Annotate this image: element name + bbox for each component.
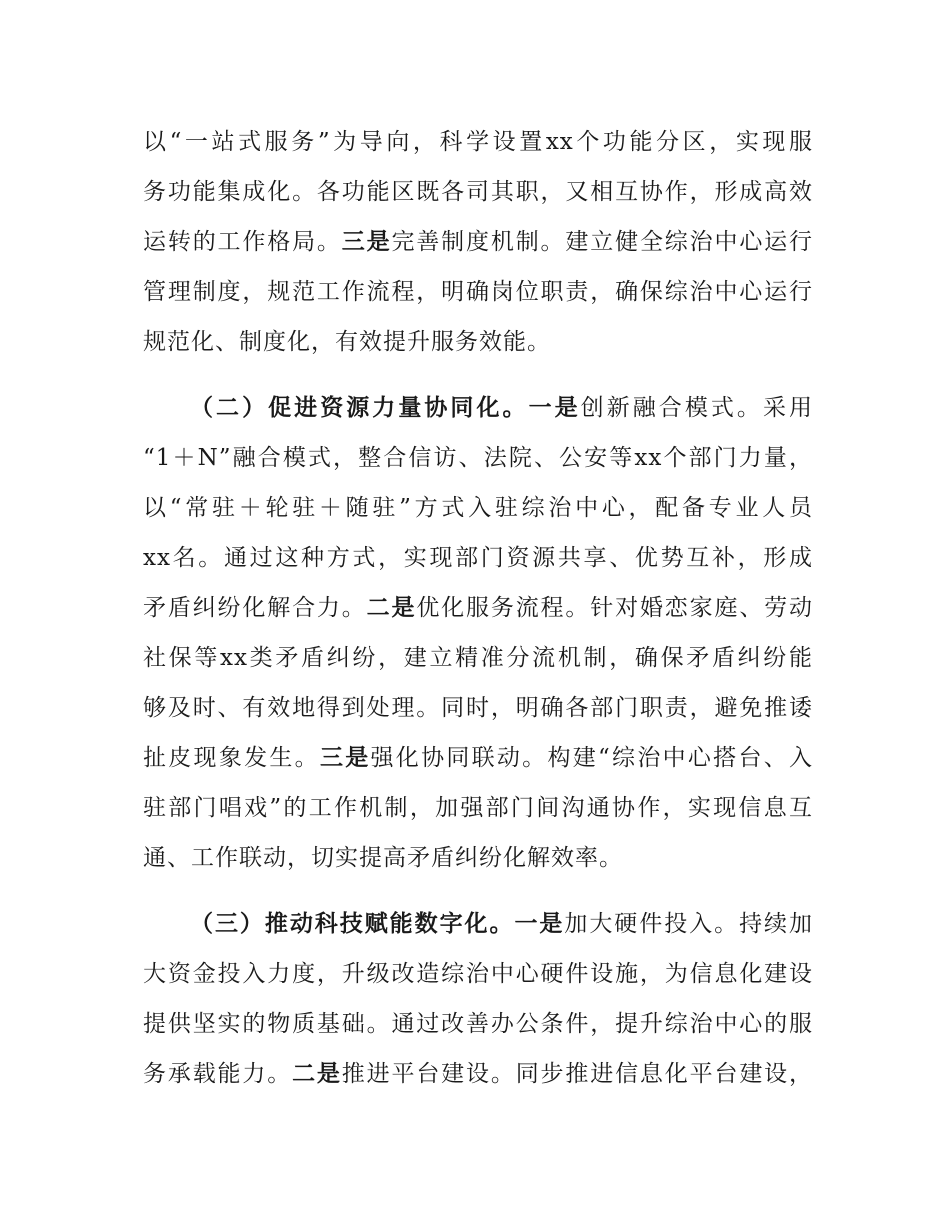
bold-run: 二是 — [292, 1061, 342, 1087]
text-line — [143, 953, 813, 995]
text-run: 规范化、制度化，有效提升服务效能。 — [143, 329, 551, 355]
text-run: 社保等xx类矛盾纠纷，建立精准分流机制，确保矛盾纠纷能 — [143, 645, 813, 671]
text-line — [143, 121, 813, 163]
text-line — [143, 1003, 813, 1045]
section-heading: （三）推动科技赋能数字化。 — [190, 911, 515, 937]
text-run: 驻部门唱戏”的工作机制，加强部门间沟通协作，实现信息互 — [143, 795, 813, 821]
text-run: 以“常驻＋轮驻＋随驻”方式入驻综治中心，配备专业人员 — [143, 495, 813, 521]
text-run: 够及时、有效地得到处理。同时，明确各部门职责，避免推诿 — [143, 695, 813, 721]
text-line — [143, 637, 813, 679]
text-line — [143, 587, 813, 629]
text-line — [143, 321, 813, 363]
section-heading: （二）促进资源力量协同化。 — [190, 395, 529, 421]
text-run: 优化服务流程。针对婚恋家庭、劳动 — [416, 595, 813, 621]
bold-run: 三是 — [341, 229, 392, 255]
text-line — [143, 737, 813, 779]
text-line — [143, 437, 813, 479]
text-line — [143, 687, 813, 729]
text-line — [143, 271, 813, 313]
text-run: 务承载能力。 — [143, 1061, 293, 1087]
text-run: 完善制度机制。建立健全综治中心运行 — [391, 229, 813, 255]
text-run: 扯皮现象发生。 — [143, 745, 320, 771]
text-run: 管理制度，规范工作流程，明确岗位职责，确保综治中心运行 — [143, 279, 813, 305]
bold-run: 二是 — [366, 595, 417, 621]
text-run: 务功能集成化。各功能区既各司其职，又相互协作，形成高效 — [143, 179, 813, 205]
text-line — [143, 787, 813, 829]
bold-run: 三是 — [319, 745, 371, 771]
text-run: 提供坚实的物质基础。通过改善办公条件，提升综治中心的服 — [143, 1011, 813, 1037]
text-run: 强化协同联动。构建“综治中心搭台、入 — [370, 745, 813, 771]
bold-run: 一是 — [514, 911, 565, 937]
text-line — [143, 487, 813, 529]
text-run: 推进平台建设。同步推进信息化平台建设， — [341, 1061, 813, 1087]
text-run: “1＋N”融合模式，整合信访、法院、公安等xx个部门力量， — [143, 445, 813, 471]
text-line — [143, 221, 813, 263]
text-run: 大资金投入力度，升级改造综治中心硬件设施，为信息化建设 — [143, 961, 813, 987]
text-run: 通、工作联动，切实提高矛盾纠纷化解效率。 — [143, 845, 623, 871]
text-run: 加大硬件投入。持续加 — [564, 911, 813, 937]
section-heading-line — [190, 903, 813, 945]
text-line — [143, 1053, 813, 1095]
text-run: xx名。通过这种方式，实现部门资源共享、优势互补，形成 — [143, 545, 813, 571]
text-run: 矛盾纠纷化解合力。 — [143, 595, 367, 621]
text-line — [143, 537, 813, 579]
text-line — [143, 837, 813, 879]
text-run: 运转的工作格局。 — [143, 229, 342, 255]
text-line — [143, 171, 813, 213]
text-run: 以“一站式服务”为导向，科学设置xx个功能分区，实现服 — [143, 129, 813, 155]
text-run: 创新融合模式。采用 — [580, 395, 813, 421]
bold-run: 一是 — [528, 395, 581, 421]
section-heading-line — [190, 387, 813, 429]
